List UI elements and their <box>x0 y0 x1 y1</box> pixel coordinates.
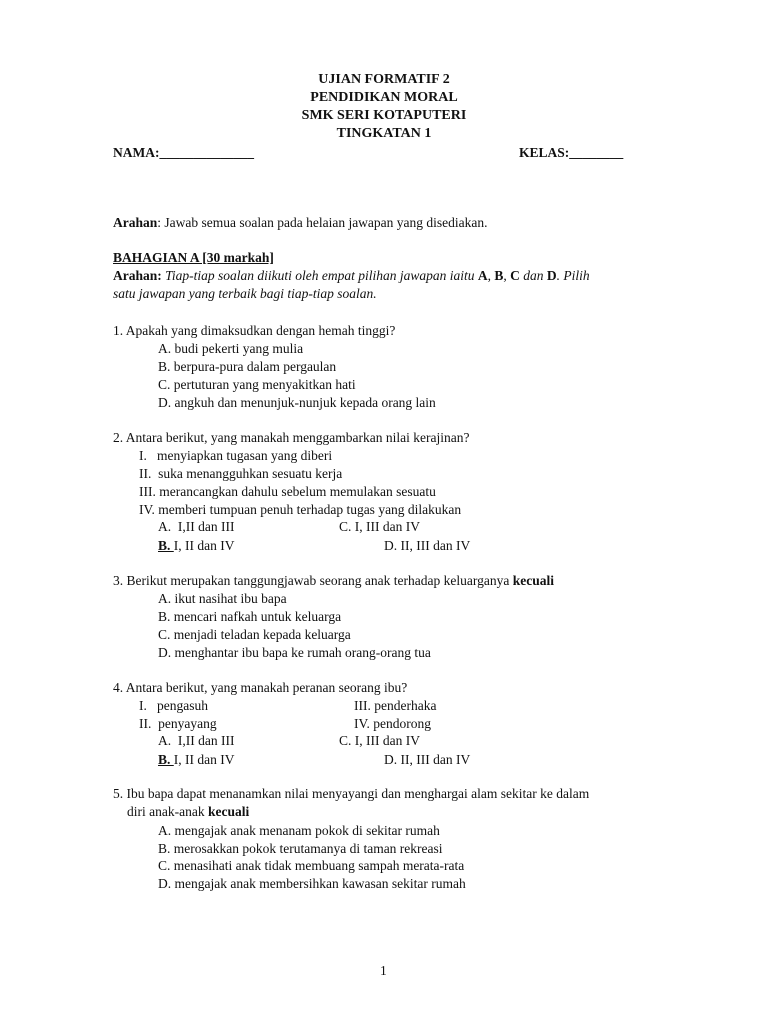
question-2-option-d: D. II, III dan IV <box>384 538 471 553</box>
class-field-label: KELAS:________ <box>519 145 624 160</box>
question-2-statement-i: I. menyiapkan tugasan yang diberi <box>139 448 333 463</box>
section-title: BAHAGIAN A [30 markah] <box>113 250 274 265</box>
question-2-statement-ii: II. suka menangguhkan sesuatu kerja <box>139 466 343 481</box>
answer-letter: B. <box>158 538 174 553</box>
question-3-option-d: D. menghantar ibu bapa ke rumah orang-orang tua <box>158 645 431 660</box>
question-4-option-a: A. I,II dan III <box>158 733 235 748</box>
question-2-option-a: A. I,II dan III <box>158 519 235 534</box>
question-5-stem-line2: diri anak-anak kecuali <box>127 804 250 819</box>
question-2-stem: 2. Antara berikut, yang manakah menggambarkan nilai kerajinan? <box>113 430 470 445</box>
instruction-text: : Jawab semua soalan pada helaian jawapan yang disediakan. <box>157 215 488 230</box>
question-1-option-b: B. berpura-pura dalam pergaulan <box>158 359 337 374</box>
question-4-stem: 4. Antara berikut, yang manakah peranan seorang ibu? <box>113 680 408 695</box>
question-5-option-c: C. menasihati anak tidak membuang sampah merata-rata <box>158 858 465 873</box>
question-3-option-a: A. ikut nasihat ibu bapa <box>158 591 287 606</box>
section-instruction-line1: Arahan: Tiap-tiap soalan diikuti oleh empat pilihan jawapan iaitu A, B, C dan D. Pilih <box>113 268 590 283</box>
question-2-statement-iv: IV. memberi tumpuan penuh terhadap tugas yang dilakukan <box>139 502 462 517</box>
question-1-stem: 1. Apakah yang dimaksudkan dengan hemah tinggi? <box>113 323 396 338</box>
exam-title: UJIAN FORMATIF 2 <box>318 72 450 87</box>
subject-title: PENDIDIKAN MORAL <box>310 90 458 105</box>
question-4-statement-ii: II. penyayang <box>139 716 217 731</box>
name-field-label: NAMA:______________ <box>113 145 254 160</box>
question-1-option-c: C. pertuturan yang menyakitkan hati <box>158 377 356 392</box>
section-instruction-line2: satu jawapan yang terbaik bagi tiap-tiap soalan. <box>113 286 377 301</box>
question-5-option-a: A. mengajak anak menanam pokok di sekitar rumah <box>158 823 440 838</box>
question-3-stem: 3. Berikut merupakan tanggungjawab seorang anak terhadap keluarganya kecuali <box>113 573 554 588</box>
general-instruction <box>113 214 488 232</box>
question-2-option-c: C. I, III dan IV <box>339 519 420 534</box>
question-3-option-c: C. menjadi teladan kepada keluarga <box>158 627 351 642</box>
question-5-option-d: D. mengajak anak membersihkan kawasan sekitar rumah <box>158 876 466 891</box>
question-2-option-b: B. I, II dan IV <box>158 538 235 553</box>
question-1-option-a: A. budi pekerti yang mulia <box>158 341 304 356</box>
section-instruction-label: Arahan: <box>113 268 162 283</box>
question-5-option-b: B. merosakkan pokok terutamanya di taman rekreasi <box>158 841 443 856</box>
grade-level: TINGKATAN 1 <box>336 126 432 141</box>
question-5-stem-line1: 5. Ibu bapa dapat menanamkan nilai menyayangi dan menghargai alam sekitar ke dalam <box>113 786 590 801</box>
question-4-statement-iii: III. penderhaka <box>354 698 437 713</box>
question-4-option-c: C. I, III dan IV <box>339 733 420 748</box>
school-name: SMK SERI KOTAPUTERI <box>301 108 467 123</box>
answer-letter: B. <box>158 752 174 767</box>
question-2-statement-iii: III. merancangkan dahulu sebelum memulakan sesuatu <box>139 484 436 499</box>
question-1-option-d: D. angkuh dan menunjuk-nunjuk kepada orang lain <box>158 395 436 410</box>
question-4-option-d: D. II, III dan IV <box>384 752 471 767</box>
question-4-statement-iv: IV. pendorong <box>354 716 431 731</box>
page-number: 1 <box>380 963 387 978</box>
question-4-option-b: B. I, II dan IV <box>158 752 235 767</box>
question-3-option-b: B. mencari nafkah untuk keluarga <box>158 609 342 624</box>
question-4-statement-i: I. pengasuh <box>139 698 208 713</box>
instruction-label: Arahan <box>113 215 158 230</box>
